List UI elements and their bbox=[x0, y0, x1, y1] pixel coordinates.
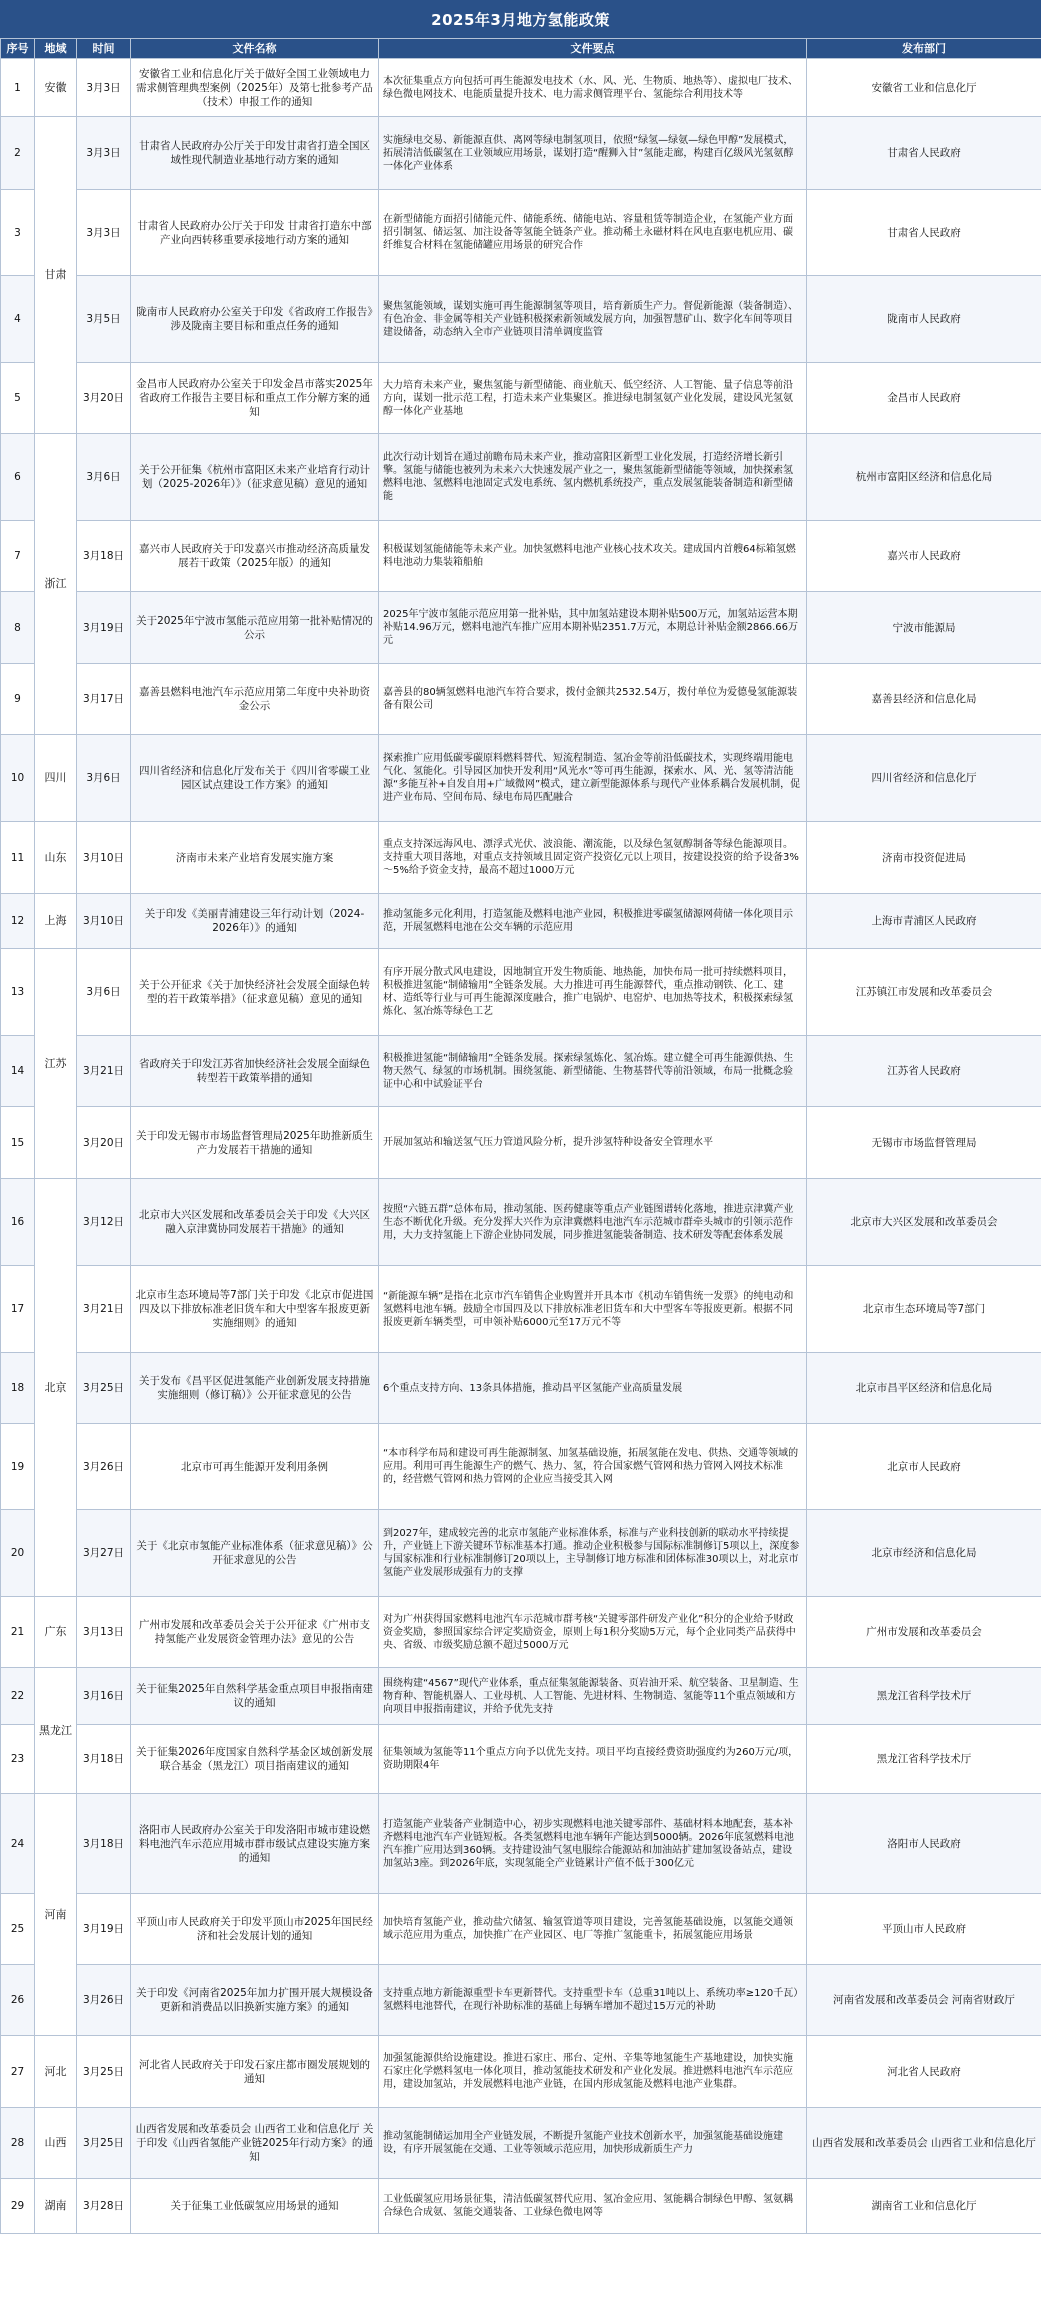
row-name: 山西省发展和改革委员会 山西省工业和信息化厅 关于印发《山西省氢能产业链2025年行动方案》的通知 bbox=[131, 2108, 379, 2179]
row-time: 3月25日 bbox=[77, 2108, 131, 2179]
row-no: 28 bbox=[1, 2108, 35, 2179]
table-row bbox=[1, 1965, 1041, 2036]
row-name: 关于征集工业低碳氢应用场景的通知 bbox=[131, 2179, 379, 2234]
row-points: 支持重点地方新能源重型卡车更新替代。支持重型卡车（总重31吨以上、系统功率≥120千瓦）氢燃料电池替代，在现行补助标准的基础上每辆车增加不超过15万元的补助 bbox=[379, 1965, 807, 2036]
row-dept: 江苏镇江市发展和改革委员会 bbox=[807, 949, 1041, 1036]
row-name: 甘肃省人民政府办公厅关于印发甘肃省打造全国区域性现代制造业基地行动方案的通知 bbox=[131, 117, 379, 190]
row-no: 16 bbox=[1, 1179, 35, 1266]
table-row bbox=[1, 592, 1041, 664]
row-name: 关于公开征求《关于加快经济社会发展全面绿色转型的若干政策举措》（征求意见稿）意见的通知 bbox=[131, 949, 379, 1036]
table-row bbox=[1, 1424, 1041, 1510]
row-name: 安徽省工业和信息化厅关于做好全国工业领域电力需求侧管理典型案例（2025年）及第七批参考产品（技术）申报工作的通知 bbox=[131, 59, 379, 117]
row-no: 1 bbox=[1, 59, 35, 117]
row-name: 金昌市人民政府办公室关于印发金昌市落实2025年省政府工作报告主要目标和重点工作分解方案的通知 bbox=[131, 363, 379, 434]
row-no: 3 bbox=[1, 190, 35, 276]
table-row bbox=[1, 894, 1041, 949]
table-row bbox=[1, 735, 1041, 822]
row-points: 工业低碳氢应用场景征集，清洁低碳氢替代应用、氢冶金应用、氢能耦合制绿色甲醇、氢氨耦合绿色合成氨、氢能交通装备、工业绿色微电网等 bbox=[379, 2179, 807, 2234]
row-no: 18 bbox=[1, 1353, 35, 1424]
row-time: 3月6日 bbox=[77, 949, 131, 1036]
row-no: 5 bbox=[1, 363, 35, 434]
row-points: 征集领域为氢能等11个重点方向予以优先支持。项目平均直接经费资助强度约为260万元/项，资助期限4年 bbox=[379, 1725, 807, 1794]
row-dept: 宁波市能源局 bbox=[807, 592, 1041, 664]
row-no: 14 bbox=[1, 1036, 35, 1107]
row-name: 关于发布《昌平区促进氢能产业创新发展支持措施实施细则（修订稿）》公开征求意见的公告 bbox=[131, 1353, 379, 1424]
table-row bbox=[1, 1107, 1041, 1179]
row-dept: 嘉善县经济和信息化局 bbox=[807, 664, 1041, 735]
row-dept: 北京市经济和信息化局 bbox=[807, 1510, 1041, 1597]
row-points: 6个重点支持方向、13条具体措施，推动昌平区氢能产业高质量发展 bbox=[379, 1353, 807, 1424]
row-time: 3月3日 bbox=[77, 117, 131, 190]
row-name: 关于2025年宁波市氢能示范应用第一批补贴情况的公示 bbox=[131, 592, 379, 664]
row-dept: 甘肃省人民政府 bbox=[807, 117, 1041, 190]
row-points: 有序开展分散式风电建设，因地制宜开发生物质能、地热能，加快布局一批可持续燃料项目，积极推进氢能“制储输用”全链条发展。大力推进可再生能源替代，重点推动钢铁、化工、建材、造纸等行业与可再生能源深度融合，推广电锅炉、电窑炉、电加热等技术，积极探索绿氢炼化、氢冶炼等绿色工艺 bbox=[379, 949, 807, 1036]
table-row bbox=[1, 822, 1041, 894]
row-dept: 山西省发展和改革委员会 山西省工业和信息化厅 bbox=[807, 2108, 1041, 2179]
row-name: 关于印发《河南省2025年加力扩围开展大规模设备更新和消费品以旧换新实施方案》的通知 bbox=[131, 1965, 379, 2036]
row-no: 27 bbox=[1, 2036, 35, 2108]
row-name: 四川省经济和信息化厅发布关于《四川省零碳工业园区试点建设工作方案》的通知 bbox=[131, 735, 379, 822]
table-row bbox=[1, 2108, 1041, 2179]
row-points: 对为广州获得国家燃料电池汽车示范城市群考核“关键零部件研发产业化”积分的企业给予财政资金奖励，参照国家综合评定奖励资金，原则上每1积分奖励5万元，每个企业同类产品获得中央、省级、市级奖励总额不超过5000万元 bbox=[379, 1597, 807, 1668]
row-time: 3月20日 bbox=[77, 363, 131, 434]
table-row bbox=[1, 664, 1041, 735]
row-name: 关于征集2026年度国家自然科学基金区域创新发展联合基金（黑龙江）项目指南建议的通知 bbox=[131, 1725, 379, 1794]
row-no: 15 bbox=[1, 1107, 35, 1179]
table-row bbox=[1, 1668, 1041, 1725]
region-cell: 山西 bbox=[35, 2108, 77, 2179]
row-no: 2 bbox=[1, 117, 35, 190]
row-time: 3月17日 bbox=[77, 664, 131, 735]
header-time: 时间 bbox=[77, 39, 131, 59]
row-points: 2025年宁波市氢能示范应用第一批补贴，其中加氢站建设本期补贴500万元，加氢站运营本期补贴14.96万元，燃料电池汽车推广应用本期补贴2351.7万元，本期总计补贴金额2866.66万元 bbox=[379, 592, 807, 664]
row-points: 积极推进氢能“制储输用”全链条发展。探索绿氢炼化、氢冶炼。建立健全可再生能源供热、生物天然气、绿氢的市场机制。围绕氢能、新型储能、生物基替代等前沿领域，布局一批概念验证中心和中试验证平台 bbox=[379, 1036, 807, 1107]
row-time: 3月25日 bbox=[77, 1353, 131, 1424]
row-dept: 陇南市人民政府 bbox=[807, 276, 1041, 363]
row-name: 北京市可再生能源开发利用条例 bbox=[131, 1424, 379, 1510]
row-points: 加快培育氢能产业，推动盐穴储氢、输氢管道等项目建设，完善氢能基础设施，以氢能交通领域示范应用为重点，加快推广在产业园区、电厂等推广氢能重卡，拓展氢能应用场景 bbox=[379, 1894, 807, 1965]
table-row bbox=[1, 1725, 1041, 1794]
row-no: 25 bbox=[1, 1894, 35, 1965]
row-time: 3月6日 bbox=[77, 735, 131, 822]
row-name: 关于《北京市氢能产业标准体系（征求意见稿）》公开征求意见的公告 bbox=[131, 1510, 379, 1597]
region-cell: 北京 bbox=[35, 1179, 77, 1597]
row-time: 3月21日 bbox=[77, 1036, 131, 1107]
row-time: 3月18日 bbox=[77, 521, 131, 592]
header-name: 文件名称 bbox=[131, 39, 379, 59]
region-cell: 上海 bbox=[35, 894, 77, 949]
row-time: 3月12日 bbox=[77, 1179, 131, 1266]
row-dept: 北京市生态环境局等7部门 bbox=[807, 1266, 1041, 1353]
row-time: 3月26日 bbox=[77, 1965, 131, 2036]
table-row bbox=[1, 276, 1041, 363]
table-row bbox=[1, 190, 1041, 276]
row-points: 聚焦氢能领域，谋划实施可再生能源制氢等项目，培育新质生产力。督促新能源（装备制造）、有色冶金、非金属等相关产业链积极探索新领域发展方向，加强智慧矿山、数字化车间等项目建设储备，动态纳入全市产业链项目清单调度监管 bbox=[379, 276, 807, 363]
row-name: 嘉善县燃料电池汽车示范应用第二年度中央补助资金公示 bbox=[131, 664, 379, 735]
table-row bbox=[1, 59, 1041, 117]
table-row bbox=[1, 363, 1041, 434]
row-no: 17 bbox=[1, 1266, 35, 1353]
table-row bbox=[1, 434, 1041, 521]
row-no: 4 bbox=[1, 276, 35, 363]
row-no: 12 bbox=[1, 894, 35, 949]
row-name: 关于公开征集《杭州市富阳区未来产业培育行动计划（2025-2026年）》（征求意见稿）意见的通知 bbox=[131, 434, 379, 521]
row-dept: 黑龙江省科学技术厅 bbox=[807, 1668, 1041, 1725]
row-no: 29 bbox=[1, 2179, 35, 2234]
row-time: 3月19日 bbox=[77, 1894, 131, 1965]
header-dept: 发布部门 bbox=[807, 39, 1041, 59]
row-name: 洛阳市人民政府办公室关于印发洛阳市城市建设燃料电池汽车示范应用城市群市级试点建设实施方案的通知 bbox=[131, 1794, 379, 1894]
row-dept: 北京市人民政府 bbox=[807, 1424, 1041, 1510]
row-name: 关于印发无锡市市场监督管理局2025年助推新质生产力发展若干措施的通知 bbox=[131, 1107, 379, 1179]
region-cell: 河北 bbox=[35, 2036, 77, 2108]
row-no: 20 bbox=[1, 1510, 35, 1597]
row-points: 嘉善县的80辆氢燃料电池汽车符合要求，拨付金额共2532.54万，拨付单位为爱德曼氢能源装备有限公司 bbox=[379, 664, 807, 735]
row-points: “新能源车辆”是指在北京市汽车销售企业购置并开具本市《机动车销售统一发票》的纯电动和氢燃料电池车辆。鼓励全市国四及以下排放标准老旧货车和大中型客车等报废更新。根据不同报废更新车辆类型，可申领补贴6000元至17万元不等 bbox=[379, 1266, 807, 1353]
region-cell: 浙江 bbox=[35, 434, 77, 735]
row-name: 省政府关于印发江苏省加快经济社会发展全面绿色转型若干政策举措的通知 bbox=[131, 1036, 379, 1107]
row-name: 河北省人民政府关于印发石家庄都市圈发展规划的通知 bbox=[131, 2036, 379, 2108]
table-row bbox=[1, 1179, 1041, 1266]
region-cell: 安徽 bbox=[35, 59, 77, 117]
row-time: 3月19日 bbox=[77, 592, 131, 664]
region-cell: 山东 bbox=[35, 822, 77, 894]
row-no: 21 bbox=[1, 1597, 35, 1668]
row-time: 3月3日 bbox=[77, 59, 131, 117]
row-no: 6 bbox=[1, 434, 35, 521]
row-dept: 北京市昌平区经济和信息化局 bbox=[807, 1353, 1041, 1424]
row-points: 打造氢能产业装备产业制造中心，初步实现燃料电池关键零部件、基础材料本地配套，基本补齐燃料电池汽车产业链短板。各类氢燃料电池车辆年产能达到5000辆。2026年底氢燃料电池汽车推广应用达到360辆。支持建设油气氢电服综合能源站和加油站扩建加氢设备站点，建设加氢站3座。到2026年底，实现氢能全产业链累计产值不低于300亿元 bbox=[379, 1794, 807, 1894]
row-time: 3月10日 bbox=[77, 894, 131, 949]
row-dept: 平顶山市人民政府 bbox=[807, 1894, 1041, 1965]
row-points: 此次行动计划旨在通过前瞻布局未来产业，推动富阳区新型工业化发展，打造经济增长新引擎。氢能与储能也被列为未来六大快速发展产业之一，聚焦氢能新型储能等领域，加快探索氢燃料电池、氢燃料电池固定式发电系统、氢内燃机系统投产，重点发展氢能装备制造和新型储能 bbox=[379, 434, 807, 521]
row-time: 3月27日 bbox=[77, 1510, 131, 1597]
table-row bbox=[1, 1894, 1041, 1965]
row-dept: 洛阳市人民政府 bbox=[807, 1794, 1041, 1894]
row-points: 大力培育未来产业，聚焦氢能与新型储能、商业航天、低空经济、人工智能、量子信息等前沿方向，谋划一批示范工程，打造未来产业集聚区。推进绿电制氢氨产业化发展，建设风光氢氨醇一体化产业基地 bbox=[379, 363, 807, 434]
region-cell: 黑龙江 bbox=[35, 1668, 77, 1794]
row-dept: 湖南省工业和信息化厅 bbox=[807, 2179, 1041, 2234]
row-dept: 黑龙江省科学技术厅 bbox=[807, 1725, 1041, 1794]
row-dept: 无锡市市场监督管理局 bbox=[807, 1107, 1041, 1179]
row-points: 实施绿电交易、新能源直供、离网等绿电制氢项目，依照“绿氢—绿氨—绿色甲醇”发展模式，拓展清洁低碳氢在工业领域应用场景，谋划打造“醒狮入甘”氢能走廊，构建百亿级风光氢氨醇一体化产业体系 bbox=[379, 117, 807, 190]
row-dept: 上海市青浦区人民政府 bbox=[807, 894, 1041, 949]
row-name: 甘肃省人民政府办公厅关于印发 甘肃省打造东中部产业向西转移重要承接地行动方案的通知 bbox=[131, 190, 379, 276]
row-dept: 金昌市人民政府 bbox=[807, 363, 1041, 434]
row-dept: 河北省人民政府 bbox=[807, 2036, 1041, 2108]
table-body bbox=[1, 59, 1041, 2234]
header-region: 地域 bbox=[35, 39, 77, 59]
row-time: 3月25日 bbox=[77, 2036, 131, 2108]
row-no: 22 bbox=[1, 1668, 35, 1725]
row-name: 陇南市人民政府办公室关于印发《省政府工作报告》涉及陇南主要目标和重点任务的通知 bbox=[131, 276, 379, 363]
row-time: 3月20日 bbox=[77, 1107, 131, 1179]
row-no: 7 bbox=[1, 521, 35, 592]
row-dept: 广州市发展和改革委员会 bbox=[807, 1597, 1041, 1668]
row-points: 探索推广应用低碳零碳原料燃料替代、短流程制造、氢冶金等前沿低碳技术，实现终端用能电气化、氢能化。引导园区加快开发利用“风光水”等可再生能源，探索水、风、光、氢等清洁能源“多能互补+自发自用+广域微网”模式，建立新型能源体系与现代产业体系耦合发展机制，促进产业布局、空间布局、绿电布局匹配融合 bbox=[379, 735, 807, 822]
row-name: 平顶山市人民政府关于印发平顶山市2025年国民经济和社会发展计划的通知 bbox=[131, 1894, 379, 1965]
row-time: 3月13日 bbox=[77, 1597, 131, 1668]
row-no: 26 bbox=[1, 1965, 35, 2036]
row-points: 本次征集重点方向包括可再生能源发电技术（水、风、光、生物质、地热等）、虚拟电厂技术、绿色微电网技术、电能质量提升技术、电力需求侧管理平台、氢能综合利用技术等 bbox=[379, 59, 807, 117]
table-row bbox=[1, 1597, 1041, 1668]
row-time: 3月21日 bbox=[77, 1266, 131, 1353]
table-row bbox=[1, 1794, 1041, 1894]
page-title: 2025年3月地方氢能政策 bbox=[0, 0, 1041, 38]
table-header-row bbox=[1, 39, 1041, 59]
row-name: 北京市大兴区发展和改革委员会关于印发《大兴区融入京津冀协同发展若干措施》的通知 bbox=[131, 1179, 379, 1266]
row-name: 关于征集2025年自然科学基金重点项目申报指南建议的通知 bbox=[131, 1668, 379, 1725]
region-cell: 甘肃 bbox=[35, 117, 77, 434]
table-row bbox=[1, 1036, 1041, 1107]
row-points: 加强氢能源供给设施建设。推进石家庄、邢台、定州、辛集等地氢能生产基地建设，加快实施石家庄化学燃料氢电一体化项目，推动氢能技术研发和产业化发展。推进燃料电池汽车示范应用，建设加氢站，并发展燃料电池产业链，在国内形成氢能及燃料电池产业集群。 bbox=[379, 2036, 807, 2108]
table-row bbox=[1, 2036, 1041, 2108]
row-no: 24 bbox=[1, 1794, 35, 1894]
row-points: 开展加氢站和输送氢气压力管道风险分析，提升涉氢特种设备安全管理水平 bbox=[379, 1107, 807, 1179]
row-name: 广州市发展和改革委员会关于公开征求《广州市支持氢能产业发展资金管理办法》意见的公告 bbox=[131, 1597, 379, 1668]
table-row bbox=[1, 1266, 1041, 1353]
row-points: 推动氢能多元化利用，打造氢能及燃料电池产业园，积极推进零碳氢储源网荷储一体化项目示范，开展氢燃料电池在公交车辆的示范应用 bbox=[379, 894, 807, 949]
row-points: 到2027年，建成较完善的北京市氢能产业标准体系，标准与产业科技创新的联动水平持续提升，产业链上下游关键环节标准基本打通。推动企业积极参与国际标准制修订5项以上，深度参与国家标准和行业标准制修订20项以上，主导制修订地方标准和团体标准30项以上，对北京市氢能产业发展形成强有力的支撑 bbox=[379, 1510, 807, 1597]
row-points: 积极谋划氢能储能等未来产业。加快氢燃料电池产业核心技术攻关。建成国内首艘64标箱氢燃料电池动力集装箱船舶 bbox=[379, 521, 807, 592]
row-points: 围绕构建“4567”现代产业体系，重点征集氢能源装备、页岩油开采、航空装备、卫星制造、生物育种、智能机器人、工业母机、人工智能、先进材料、生物制造、氢能等11个重点领域和方向项目申报指南建议，并给予优先支持 bbox=[379, 1668, 807, 1725]
row-dept: 嘉兴市人民政府 bbox=[807, 521, 1041, 592]
row-dept: 安徽省工业和信息化厅 bbox=[807, 59, 1041, 117]
region-cell: 四川 bbox=[35, 735, 77, 822]
row-no: 9 bbox=[1, 664, 35, 735]
row-time: 3月3日 bbox=[77, 190, 131, 276]
row-name: 济南市未来产业培育发展实施方案 bbox=[131, 822, 379, 894]
row-no: 11 bbox=[1, 822, 35, 894]
table-row bbox=[1, 1510, 1041, 1597]
row-points: 按照“六链五群”总体布局，推动氢能、医药健康等重点产业链图谱转化落地，推进京津冀产业生态不断优化升级。充分发挥大兴作为京津冀燃料电池汽车示范城市群牵头城市的引领示范作用，大力支持氢能上下游企业协同发展，同步推进氢能装备制造、技术研发等配套体系发展 bbox=[379, 1179, 807, 1266]
table-row bbox=[1, 949, 1041, 1036]
row-time: 3月10日 bbox=[77, 822, 131, 894]
row-name: 北京市生态环境局等7部门关于印发《北京市促进国四及以下排放标准老旧货车和大中型客车报废更新实施细则》的通知 bbox=[131, 1266, 379, 1353]
row-no: 13 bbox=[1, 949, 35, 1036]
table-row bbox=[1, 117, 1041, 190]
row-time: 3月5日 bbox=[77, 276, 131, 363]
row-name: 嘉兴市人民政府关于印发嘉兴市推动经济高质量发展若干政策（2025年版）的通知 bbox=[131, 521, 379, 592]
region-cell: 湖南 bbox=[35, 2179, 77, 2234]
row-time: 3月28日 bbox=[77, 2179, 131, 2234]
row-dept: 河南省发展和改革委员会 河南省财政厅 bbox=[807, 1965, 1041, 2036]
row-points: 推动氢能制储运加用全产业链发展，不断提升氢能产业技术创新水平，加强氢能基础设施建设，有序开展氢能在交通、工业等领域示范应用，加快形成新质生产力 bbox=[379, 2108, 807, 2179]
row-points: “本市科学布局和建设可再生能源制氢、加氢基础设施，拓展氢能在发电、供热、交通等领域的应用。利用可再生能源生产的燃气、热力、氢，符合国家燃气管网和热力管网入网技术标准的，经营燃气管网和热力管网的企业应当接受其入网 bbox=[379, 1424, 807, 1510]
row-time: 3月26日 bbox=[77, 1424, 131, 1510]
region-cell: 河南 bbox=[35, 1794, 77, 2036]
policy-table bbox=[0, 38, 1041, 2234]
row-dept: 杭州市富阳区经济和信息化局 bbox=[807, 434, 1041, 521]
region-cell: 广东 bbox=[35, 1597, 77, 1668]
table-row bbox=[1, 521, 1041, 592]
row-dept: 江苏省人民政府 bbox=[807, 1036, 1041, 1107]
region-cell: 江苏 bbox=[35, 949, 77, 1179]
row-dept: 北京市大兴区发展和改革委员会 bbox=[807, 1179, 1041, 1266]
row-dept: 甘肃省人民政府 bbox=[807, 190, 1041, 276]
row-points: 在新型储能方面招引储能元件、储能系统、储能电站、容量租赁等制造企业，在氢能产业方面招引制氢、储运氢、加注设备等氢能全链条产业。推动稀土永磁材料在风电直驱电机应用、碳纤维复合材料在氢能储罐应用场景的研究合作 bbox=[379, 190, 807, 276]
row-time: 3月6日 bbox=[77, 434, 131, 521]
row-dept: 四川省经济和信息化厅 bbox=[807, 735, 1041, 822]
row-name: 关于印发《美丽青浦建设三年行动计划（2024-2026年）》的通知 bbox=[131, 894, 379, 949]
row-no: 23 bbox=[1, 1725, 35, 1794]
row-no: 8 bbox=[1, 592, 35, 664]
row-points: 重点支持深远海风电、漂浮式光伏、波浪能、潮流能，以及绿色氢氨醇制备等绿色能源项目。支持重大项目落地，对重点支持领域且固定资产投资亿元以上项目，按建设投资的给予设备3%～5%给予资金支持，最高不超过1000万元 bbox=[379, 822, 807, 894]
row-no: 10 bbox=[1, 735, 35, 822]
table-row bbox=[1, 2179, 1041, 2234]
table-row bbox=[1, 1353, 1041, 1424]
row-dept: 济南市投资促进局 bbox=[807, 822, 1041, 894]
row-time: 3月16日 bbox=[77, 1668, 131, 1725]
row-time: 3月18日 bbox=[77, 1725, 131, 1794]
header-points: 文件要点 bbox=[379, 39, 807, 59]
row-no: 19 bbox=[1, 1424, 35, 1510]
header-no: 序号 bbox=[1, 39, 35, 59]
row-time: 3月18日 bbox=[77, 1794, 131, 1894]
